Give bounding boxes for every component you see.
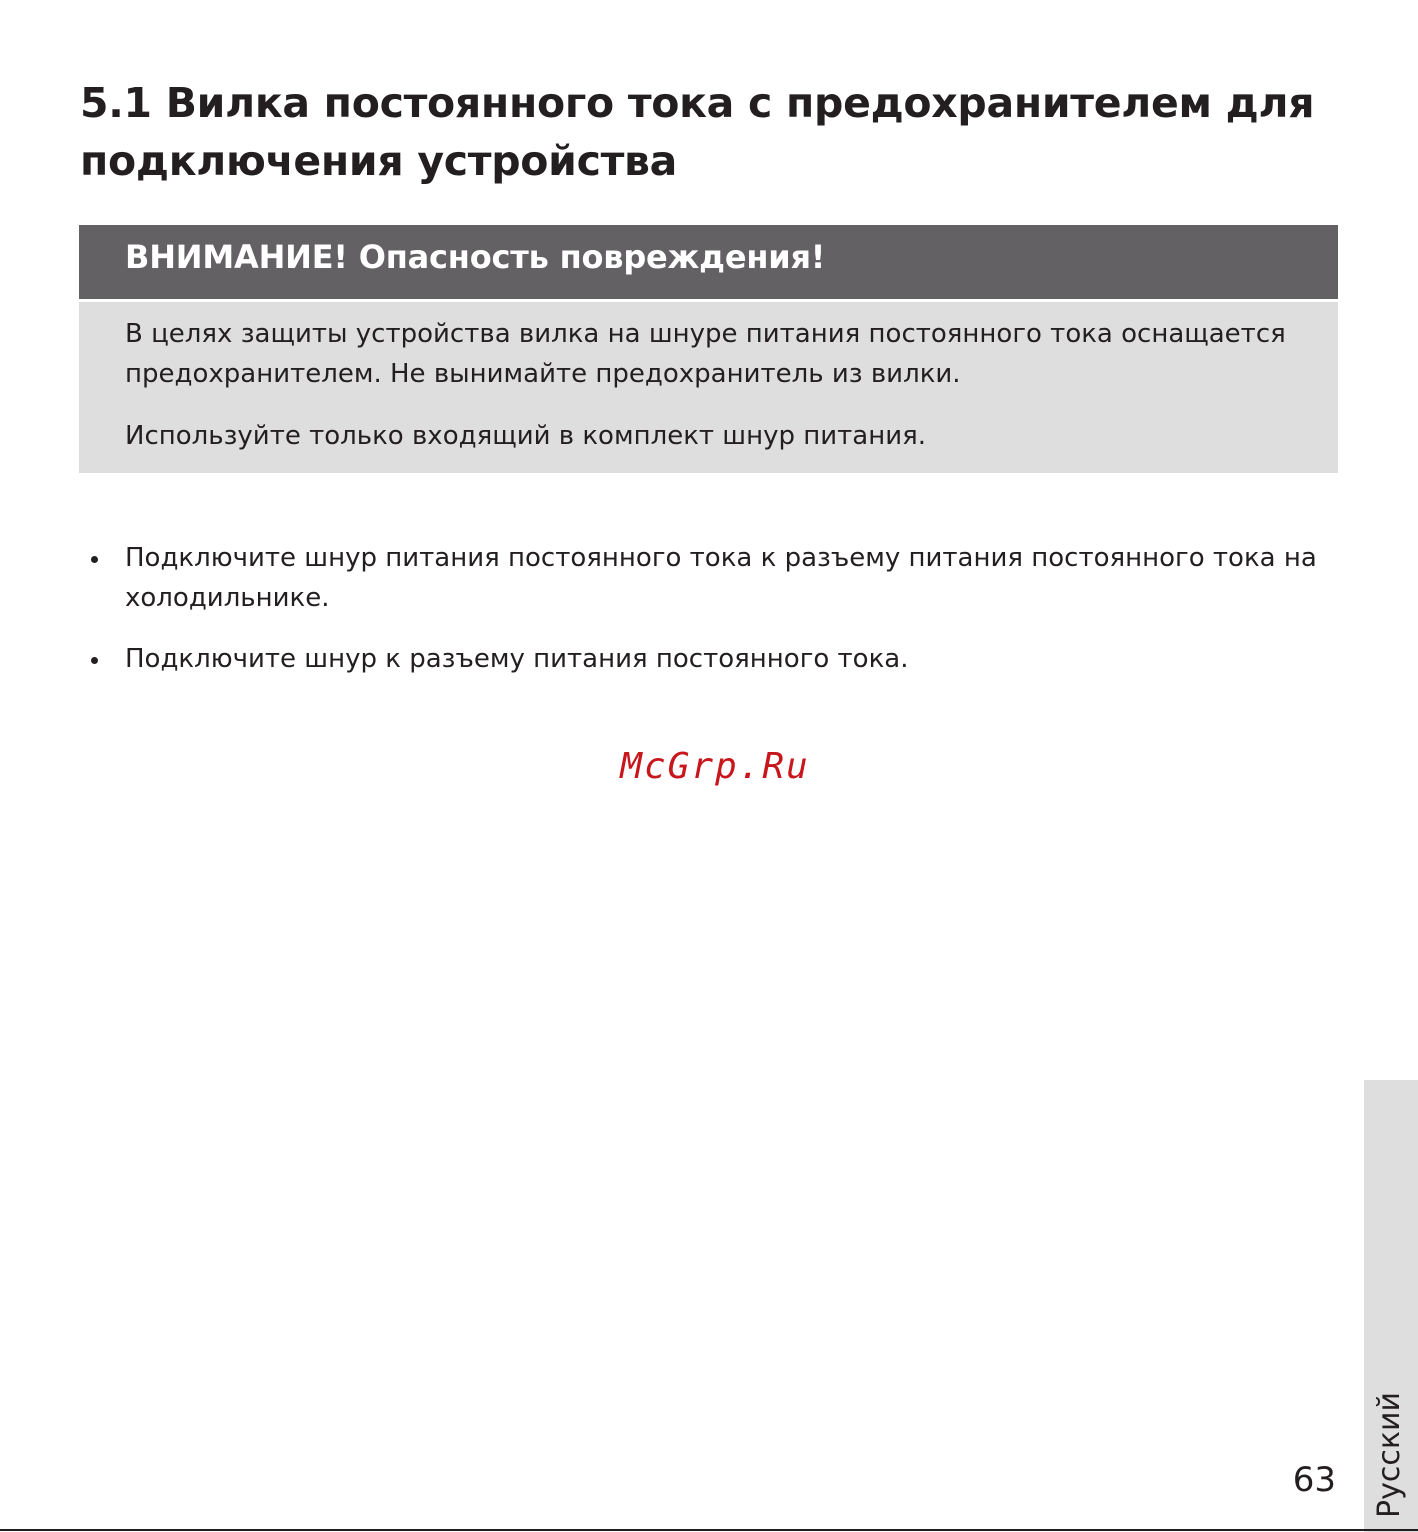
warning-title: ВНИМАНИЕ! Опасность повреждения! — [125, 238, 826, 276]
warning-paragraph: В целях защиты устройства вилка на шнуре питания постоянного тока оснащается предохранителем. Не вынимайте предохранитель из вилки. — [125, 319, 1286, 389]
list-item-text: Подключите шнур к разъему питания постоянного тока. — [125, 644, 909, 674]
page-title: 5.1 Вилка постоянного тока с предохранителем для подключения устройства — [80, 79, 1315, 185]
language-tab — [1364, 1080, 1418, 1532]
bullet-icon — [91, 657, 98, 664]
warning-body — [79, 302, 1338, 473]
bottom-divider — [0, 1529, 1418, 1531]
warning-paragraph: Используйте только входящий в комплект шнур питания. — [125, 421, 927, 451]
list-item-text: Подключите шнур питания постоянного тока к разъему питания постоянного тока на холодильнике. — [125, 543, 1317, 613]
watermark: McGrp.Ru — [620, 746, 810, 787]
language-label: Русский — [1372, 1392, 1407, 1518]
instruction-list — [79, 538, 1339, 700]
list-item — [79, 538, 1339, 618]
page-number: 63 — [1292, 1460, 1336, 1500]
warning-header — [79, 225, 1338, 299]
list-item — [79, 639, 1339, 679]
bullet-icon — [91, 556, 98, 563]
